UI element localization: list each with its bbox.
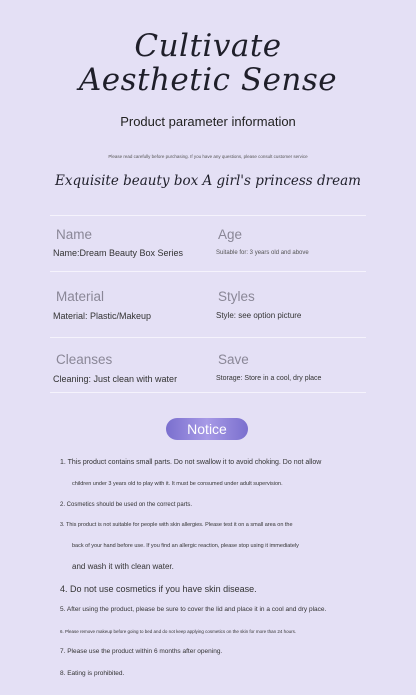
param-value-material: Material: Plastic/Makeup [53,311,152,321]
divider [50,337,366,338]
divider [50,271,366,272]
notice-item: 5. After using the product, please be sure to cover the lid and place it in a cool and dry place. [60,606,327,613]
notice-item: 7. Please use the product within 6 months after opening. [60,648,223,655]
param-value-age: Suitable for: 3 years old and above [216,250,309,256]
notice-item: 6. Please remove makeup before going to bed and do not keep applying cosmetics on the skin for more than 24 hours. [60,629,297,634]
title-line-1: Cultivate [134,28,282,64]
param-label-cleanses: Cleanses [56,352,113,367]
param-label-name: Name [56,227,93,242]
notice-item: 4. Do not use cosmetics if you have skin disease. [60,584,257,594]
divider [50,392,366,393]
notice-item: and wash it with clean water. [72,562,174,571]
param-label-styles: Styles [218,289,255,304]
param-label-save: Save [218,352,249,367]
param-value-save: Storage: Store in a cool, dry place [216,375,322,382]
tagline: Exquisite beauty box A girl's princess dream [55,173,361,189]
notice-item: 2. Cosmetics should be used on the correct parts. [60,502,193,508]
param-label-age: Age [218,227,243,242]
param-value-name: Name:Dream Beauty Box Series [53,248,184,258]
notice-badge: Notice [166,418,248,440]
param-value-styles: Style: see option picture [216,311,302,320]
notice-item: back of your hand before use. If you find an allergic reaction, please stop using it immediately [72,543,299,549]
notice-item: 8. Eating is prohibited. [60,670,125,677]
divider [50,215,366,216]
param-value-cleanses: Cleaning: Just clean with water [53,374,178,384]
title-line-2: Aesthetic Sense [78,62,338,98]
param-label-material: Material [56,289,105,304]
purchase-notice: Please read carefully before purchasing. If you have any questions, please consult customer service [108,154,308,159]
page-subtitle: Product parameter information [120,114,296,129]
notice-item: 1. This product contains small parts. Do not swallow it to avoid choking. Do not allow [60,459,322,466]
notice-item: children under 3 years old to play with it. It must be consumed under adult supervision. [72,481,283,487]
notice-item: 3. This product is not suitable for people with skin allergies. Please test it on a small area on the [60,522,293,528]
